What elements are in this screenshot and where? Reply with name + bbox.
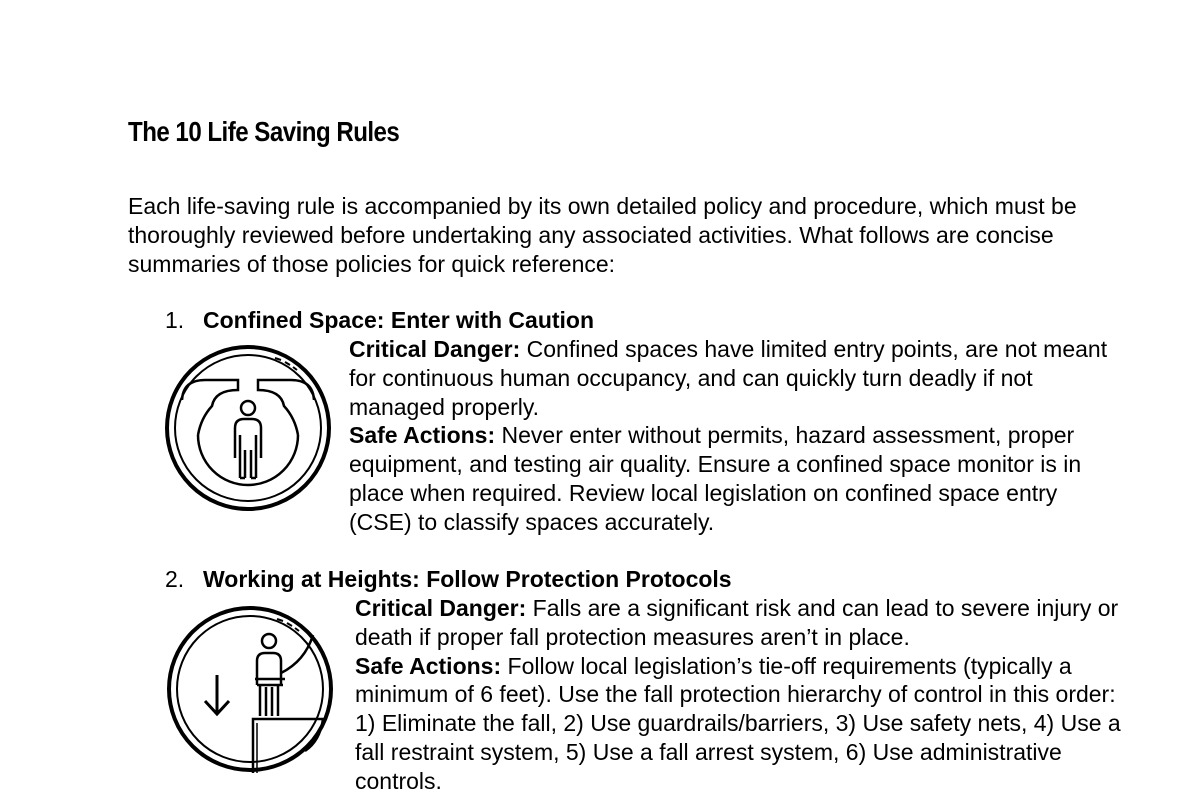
rule-title: Working at Heights: Follow Protection Protocols	[203, 566, 732, 592]
page-title: The 10 Life Saving Rules	[128, 116, 400, 147]
rule-heading	[165, 565, 732, 593]
rule-body	[349, 335, 1119, 537]
rule-title: Confined Space: Enter with Caution	[203, 307, 595, 333]
critical-danger-label: Critical Danger:	[355, 595, 527, 621]
rule-number: 2.	[165, 566, 185, 592]
safe-actions-label: Safe Actions:	[349, 422, 496, 449]
safe-actions-description: Follow local legislation’s tie-off requirements (typically a minimum of 6 feet). Use the fall protection hierarchy of control in this order: 1) Eliminate the fall, 2) Use guardrails/barriers, 3) Use safety nets, 4) Use a fall restraint system, 5) Use a fall arrest system, 6) Use administrative controls.	[355, 652, 1121, 794]
intro-paragraph: Each life-saving rule is accompanied by its own detailed policy and procedure, which must be thoroughly reviewed before undertaking any associated activities. What follows are concise summaries of those policies for quick reference:	[128, 193, 1077, 277]
rule-body	[355, 594, 1125, 796]
rule-heading	[165, 306, 594, 334]
safe-actions-label: Safe Actions:	[355, 652, 502, 679]
rule-number: 1.	[165, 307, 185, 333]
safe-actions-description: Never enter without permits, hazard assessment, proper equipment, and testing air quality. Ensure a confined space monitor is in place when required. Review local legislation on confined space entry (CSE) to classify spaces accurately.	[349, 422, 1082, 535]
rule-item	[165, 565, 1121, 794]
safe-actions-text	[355, 652, 1125, 796]
rule-item	[165, 306, 1108, 535]
critical-danger-text	[355, 594, 1125, 652]
critical-danger-text	[349, 335, 1119, 421]
confined-space-icon	[165, 340, 333, 516]
critical-danger-description: Confined spaces have limited entry points, are not meant for continuous human occupancy, and can quickly turn deadly if not managed properly.	[349, 336, 1108, 420]
critical-danger-label: Critical Danger:	[349, 336, 521, 362]
working-at-heights-icon	[165, 601, 333, 777]
critical-danger-description: Falls are a significant risk and can lead to severe injury or death if proper fall protection measures aren’t in place.	[355, 595, 1119, 650]
safe-actions-text	[349, 421, 1119, 536]
